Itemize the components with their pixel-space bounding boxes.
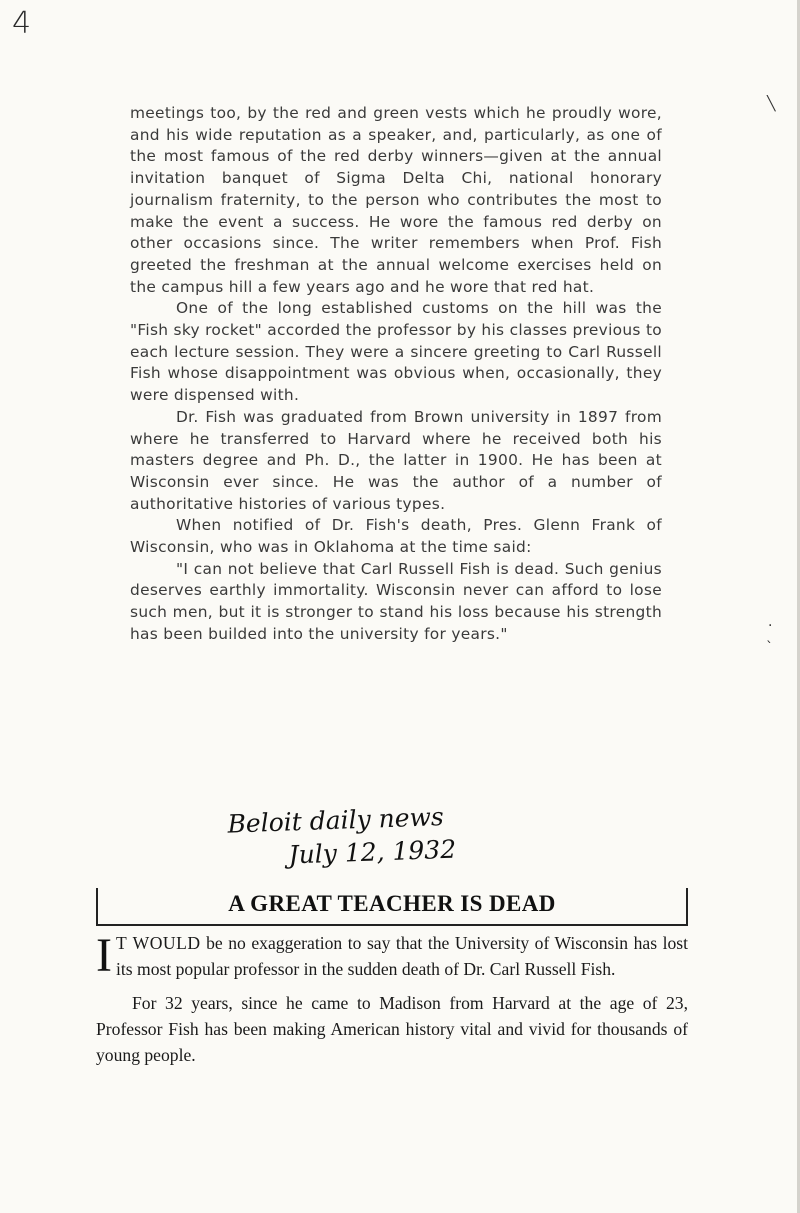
handwritten-date: July 12, 1932 [288,834,457,870]
margin-tick-mark: ╲ [767,96,776,112]
newspaper-clipping-editorial [96,930,688,1068]
page-number: 4 [12,6,32,41]
margin-tick-mark: ˋ [766,640,773,656]
drop-cap: I [96,929,112,982]
newspaper-clipping-obituary [130,103,662,646]
editorial-paragraph [96,930,688,982]
editorial-headline: A GREAT TEACHER IS DEAD [228,891,556,916]
handwritten-source: Beloit daily news [227,802,445,839]
clipping-paragraph: One of the long established customs on the hill was the "Fish sky rocket" accorded the professor by his classes previous to each lecture session. They were a sincere greeting to Carl Russell Fish whose disappointment was obvious when, occasionally, they were dispensed with. [130,299,662,405]
clipping-paragraph: meetings too, by the red and green vests which he proudly wore, and his wide reputation as a speaker, and, particularly, as one of the most famous of the red derby winners—given at the annual invitation banquet of Sigma Delta Chi, national honorary journalism fraternity, to the person who contributes the most to make the event a success. He wore the famous red derby on other occasions since. The writer remembers when Prof. Fish greeted the freshman at the annual welcome exercises held on the campus hill a few years ago and he wore that red hat. [130,104,662,296]
paragraph-text: be no exaggeration to say that the University of Wisconsin has lost its most popular professor in the sudden death of Dr. Carl Russell Fish. [115,933,688,979]
margin-tick-mark: · [768,618,773,634]
clipping-paragraph: When notified of Dr. Fish's death, Pres. Glenn Frank of Wisconsin, who was in Oklahoma at the time said: [130,516,662,557]
lead-in-smallcaps: T WOULD [115,933,201,953]
editorial-paragraph: For 32 years, since he came to Madison from Harvard at the age of 23, Professor Fish has been making American history vital and vivid for thousands of young people. [96,993,688,1065]
clipping-paragraph: Dr. Fish was graduated from Brown university in 1897 from where he transferred to Harvard where he received both his masters degree and Ph. D., the latter in 1900. He has been at Wisconsin ever since. He was the author of a number of authoritative histories of various types. [130,407,662,513]
clipping-paragraph: "I can not believe that Carl Russell Fish is dead. Such genius deserves earthly immortality. Wisconsin never can afford to lose such men, but it is stronger to stand his loss because his strength has been builded into the university for years." [130,559,662,643]
handwritten-annotation [227,798,549,871]
